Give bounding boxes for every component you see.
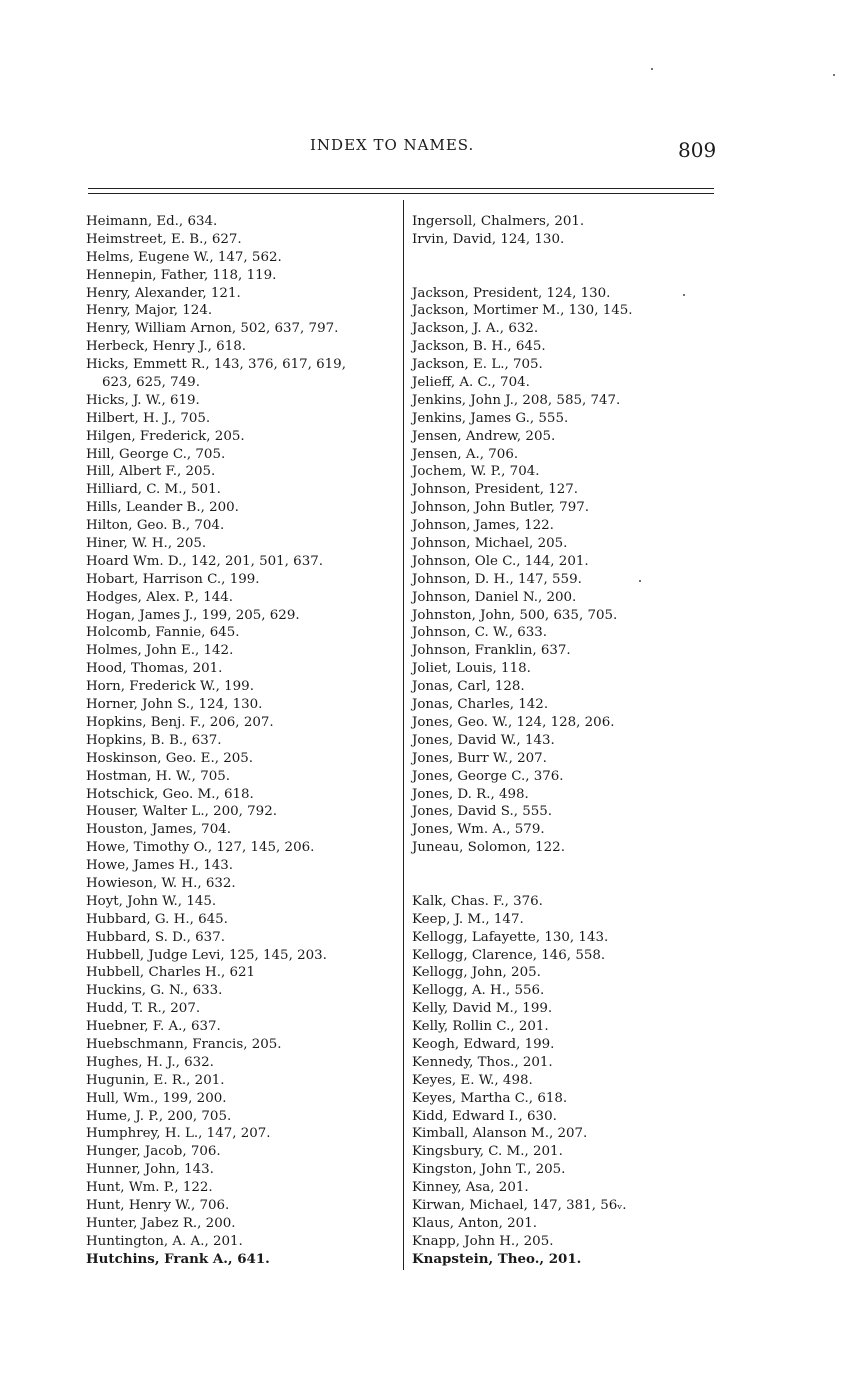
index-entry: Hume, J. P., 200, 705.: [86, 1108, 232, 1124]
index-entry: Kellogg, John, 205.: [412, 965, 541, 981]
index-spacer: [412, 267, 712, 285]
index-column-left: [86, 213, 398, 1269]
index-entry: Jones, George C., 376.: [412, 768, 564, 784]
index-entry: Jackson, E. L., 705.: [412, 357, 543, 373]
index-entry: Howe, Timothy O., 127, 145, 206.: [86, 840, 315, 856]
index-entry: Kelly, David M., 199.: [412, 1001, 553, 1017]
index-spacer: [412, 875, 712, 893]
index-entry: Hubbard, S. D., 637.: [86, 929, 225, 945]
index-spacer: [412, 857, 712, 875]
index-entry: Hunner, John, 143.: [86, 1162, 214, 1178]
index-entry: Johnson, President, 127.: [412, 482, 579, 498]
index-entry: Knapp, John H., 205.: [412, 1233, 554, 1249]
index-entry: Kennedy, Thos., 201.: [412, 1054, 553, 1070]
index-entry: 623, 625, 749.: [102, 375, 200, 391]
index-entry: Huebschmann, Francis, 205.: [86, 1036, 282, 1052]
index-entry: Klaus, Anton, 201.: [412, 1215, 537, 1231]
index-entry: Henry, William Arnon, 502, 637, 797.: [86, 321, 339, 337]
index-entry: Jackson, J. A., 632.: [412, 321, 539, 337]
index-entry: Hilbert, H. J., 705.: [86, 410, 211, 426]
index-entry: Hoard Wm. D., 142, 201, 501, 637.: [86, 553, 323, 569]
paper-speck: [833, 74, 835, 76]
index-entry: Johnson, D. H., 147, 559.: [412, 571, 582, 587]
index-entry: Hunter, Jabez R., 200.: [86, 1215, 236, 1231]
index-entry: Jensen, A., 706.: [412, 446, 519, 462]
index-entry: Hunt, Henry W., 706.: [86, 1197, 230, 1213]
index-entry: Jones, David W., 143.: [412, 732, 555, 748]
index-entry: Hill, George C., 705.: [86, 446, 226, 462]
index-entry: Hubbard, G. H., 645.: [86, 911, 228, 927]
paper-speck: [639, 580, 641, 582]
index-entry: Kinney, Asa, 201.: [412, 1180, 529, 1196]
index-entry: Hennepin, Father, 118, 119.: [86, 267, 277, 283]
index-entry: Hughes, H. J., 632.: [86, 1054, 214, 1070]
index-entry: Hilgen, Frederick, 205.: [86, 428, 245, 444]
index-entry: Hunger, Jacob, 706.: [86, 1144, 221, 1160]
index-entry: Ingersoll, Chalmers, 201.: [412, 214, 585, 229]
index-entry: Kellogg, A. H., 556.: [412, 983, 545, 999]
index-entry: Jochem, W. P., 704.: [412, 464, 540, 480]
index-entry: Johnson, Ole C., 144, 201.: [412, 553, 589, 569]
header-rule: [88, 188, 714, 189]
index-entry: Hicks, J. W., 619.: [86, 392, 200, 408]
index-entry: Juneau, Solomon, 122.: [412, 840, 565, 856]
index-entry: Hubbell, Judge Levi, 125, 145, 203.: [86, 947, 327, 963]
index-entry: Knapstein, Theo., 201.: [412, 1250, 582, 1267]
index-entry: Huckins, G. N., 633.: [86, 983, 223, 999]
index-entry: Johnson, Daniel N., 200.: [412, 589, 577, 605]
index-entry: Hilliard, C. M., 501.: [86, 482, 221, 498]
index-entry: Hopkins, Benj. F., 206, 207.: [86, 714, 274, 730]
index-entry: Johnson, Michael, 205.: [412, 536, 568, 552]
index-entry: Johnston, John, 500, 635, 705.: [412, 607, 618, 623]
paper-speck: [651, 68, 653, 70]
index-entry: Hilton, Geo. B., 704.: [86, 518, 225, 534]
index-entry: Jones, Wm. A., 579.: [412, 822, 545, 838]
index-entry: Hicks, Emmett R., 143, 376, 617, 619,: [86, 357, 346, 373]
index-entry: Kimball, Alanson M., 207.: [412, 1126, 588, 1142]
page-number: 809: [678, 138, 717, 162]
index-entry: Hotschick, Geo. M., 618.: [86, 786, 254, 802]
index-entry: Jones, D. R., 498.: [412, 786, 529, 802]
index-entry: Hostman, H. W., 705.: [86, 768, 231, 784]
index-entry: Horn, Frederick W., 199.: [86, 679, 254, 695]
index-entry: Henry, Alexander, 121.: [86, 285, 241, 301]
index-entry: Jenkins, John J., 208, 585, 747.: [412, 392, 621, 408]
index-entry: Humphrey, H. L., 147, 207.: [86, 1126, 271, 1142]
index-entry: Jackson, Mortimer M., 130, 145.: [412, 303, 633, 319]
index-entry: Keep, J. M., 147.: [412, 911, 524, 927]
index-entry: Jackson, President, 124, 130.: [412, 285, 611, 301]
index-entry: Huntington, A. A., 201.: [86, 1233, 243, 1249]
index-entry: Johnson, C. W., 633.: [412, 625, 548, 641]
index-entry: Horner, John S., 124, 130.: [86, 697, 263, 713]
index-entry: Jackson, B. H., 645.: [412, 339, 546, 355]
index-entry: Jones, Burr W., 207.: [412, 750, 547, 766]
index-entry: Kellogg, Lafayette, 130, 143.: [412, 929, 609, 945]
index-entry: Johnson, James, 122.: [412, 518, 554, 534]
index-entry: Hogan, James J., 199, 205, 629.: [86, 607, 300, 623]
column-divider: [403, 200, 404, 1270]
page-header: [0, 0, 859, 170]
index-entry: Heimann, Ed., 634.: [86, 214, 218, 229]
index-entry: Keyes, E. W., 498.: [412, 1072, 533, 1088]
index-entry: Holmes, John E., 142.: [86, 643, 234, 659]
index-entry: Houston, James, 704.: [86, 822, 231, 838]
index-entry: Hopkins, B. B., 637.: [86, 732, 222, 748]
index-entry: Jensen, Andrew, 205.: [412, 428, 556, 444]
index-entry: Hood, Thomas, 201.: [86, 661, 223, 677]
index-entry: Hunt, Wm. P., 122.: [86, 1180, 213, 1196]
index-entry: Kirwan, Michael, 147, 381, 56ᵥ.: [412, 1197, 627, 1213]
index-entry: Kingston, John T., 205.: [412, 1162, 566, 1178]
page-title: INDEX TO NAMES.: [310, 136, 475, 154]
index-entry: Keyes, Martha C., 618.: [412, 1090, 568, 1106]
index-entry: Hoyt, John W., 145.: [86, 893, 217, 909]
index-entry: Jonas, Charles, 142.: [412, 697, 549, 713]
index-entry: Hull, Wm., 199, 200.: [86, 1090, 227, 1106]
index-entry: Hutchins, Frank A., 641.: [86, 1250, 270, 1267]
index-entry: Hubbell, Charles H., 621: [86, 965, 256, 981]
index-entry: Howieson, W. H., 632.: [86, 875, 236, 891]
index-spacer: [412, 249, 712, 267]
paper-speck: [683, 294, 685, 296]
index-entry: Hobart, Harrison C., 199.: [86, 571, 260, 587]
index-entry: Hiner, W. H., 205.: [86, 536, 207, 552]
index-entry: Kidd, Edward I., 630.: [412, 1108, 557, 1124]
index-entry: Hudd, T. R., 207.: [86, 1001, 201, 1017]
index-entry: Hills, Leander B., 200.: [86, 500, 239, 516]
index-entry: Helms, Eugene W., 147, 562.: [86, 249, 282, 265]
index-entry: Keogh, Edward, 199.: [412, 1036, 555, 1052]
index-entry: Jenkins, James G., 555.: [412, 410, 569, 426]
index-entry: Hill, Albert F., 205.: [86, 464, 216, 480]
index-entry: Jones, David S., 555.: [412, 804, 553, 820]
index-entry: Heimstreet, E. B., 627.: [86, 231, 242, 247]
index-entry: Johnson, Franklin, 637.: [412, 643, 571, 659]
index-entry: Houser, Walter L., 200, 792.: [86, 804, 277, 820]
index-entry: Kellogg, Clarence, 146, 558.: [412, 947, 606, 963]
index-entry: Huebner, F. A., 637.: [86, 1019, 221, 1035]
index-entry: Kalk, Chas. F., 376.: [412, 893, 543, 909]
index-entry: Kelly, Rollin C., 201.: [412, 1019, 549, 1035]
index-entry: Jelieff, A. C., 704.: [412, 375, 530, 391]
index-entry: Hodges, Alex. P., 144.: [86, 589, 234, 605]
index-entry: Irvin, David, 124, 130.: [412, 231, 565, 247]
index-column-right: [412, 213, 712, 1269]
index-entry: Herbeck, Henry J., 618.: [86, 339, 246, 355]
index-entry: Henry, Major, 124.: [86, 303, 213, 319]
index-entry: Holcomb, Fannie, 645.: [86, 625, 240, 641]
index-entry: Howe, James H., 143.: [86, 858, 234, 874]
header-rule: [88, 193, 714, 194]
index-entry: Hoskinson, Geo. E., 205.: [86, 750, 254, 766]
index-entry: Kingsbury, C. M., 201.: [412, 1144, 563, 1160]
index-entry: Joliet, Louis, 118.: [412, 661, 531, 677]
index-entry: Johnson, John Butler, 797.: [412, 500, 589, 516]
index-entry: Hugunin, E. R., 201.: [86, 1072, 225, 1088]
index-entry: Jonas, Carl, 128.: [412, 679, 525, 695]
index-entry: Jones, Geo. W., 124, 128, 206.: [412, 714, 615, 730]
